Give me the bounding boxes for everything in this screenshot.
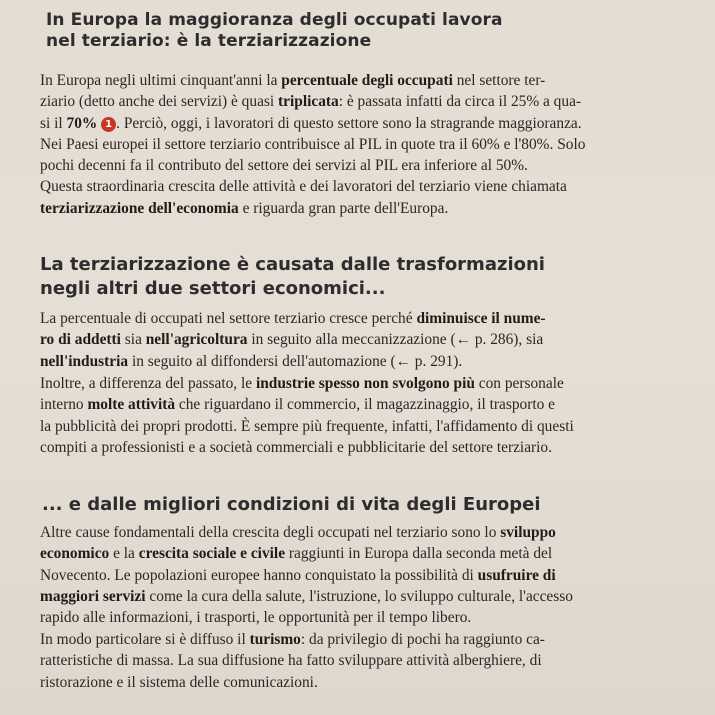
text-line: Questa straordinaria crescita delle attività e dei lavoratori del terziario viene chiamata [40, 178, 567, 196]
section1-paragraph [40, 70, 700, 219]
text-line: ziario (detto anche dei servizi) è quasi triplicata: è passata infatti da circa il 25% a qua- [40, 93, 582, 111]
section3-title [42, 493, 682, 517]
text-line: La percentuale di occupati nel settore terziario cresce perché diminuisce il nume- [40, 310, 546, 327]
text-line: la pubblicità dei propri prodotti. È sempre più frequente, infatti, l'affidamento di questi [40, 417, 574, 435]
text-line: Altre cause fondamentali della crescita degli occupati nel terziario sono lo sviluppo [40, 524, 556, 541]
text-line: compiti a professionisti e a società commerciali e pubblicitarie del settore terziario. [40, 438, 552, 456]
text-line: In Europa negli ultimi cinquant'anni la percentuale degli occupati nel settore ter- [40, 72, 546, 89]
section2-title-line1: La terziarizzazione è causata dalle trasformazioni [40, 254, 545, 275]
section3-paragraph2 [40, 629, 700, 693]
text-line: si il 70% 1 . Perciò, oggi, i lavoratori di questo settore sono la stragrande maggioranza. [40, 114, 582, 132]
text-line: Novecento. Le popolazioni europee hanno conquistato la possibilità di usufruire di [40, 566, 556, 584]
text-line: Inoltre, a differenza del passato, le industrie spesso non svolgono più con personale [40, 375, 564, 392]
text-line: nell'industria in seguito al diffondersi dell'automazione (← p. 291). [40, 352, 463, 370]
text-line: ro di addetti sia nell'agricoltura in seguito alla meccanizzazione (← p. 286), sia [40, 331, 544, 349]
section2-title-line2: negli altri due settori economici... [40, 278, 386, 299]
text-line: economico e la crescita sociale e civile raggiunti in Europa dalla seconda metà del [40, 545, 553, 563]
section2-paragraph1 [40, 308, 700, 372]
section3-paragraph1 [40, 522, 700, 628]
section1-title-line2: nel terziario: è la terziarizzazione [46, 31, 372, 51]
text-line: In modo particolare si è diffuso il turismo: da privilegio di pochi ha raggiunto ca- [40, 631, 545, 648]
section1-title-line1: In Europa la maggioranza degli occupati lavora [46, 10, 503, 30]
text-line: terziarizzazione dell'economia e riguarda gran parte dell'Europa. [40, 199, 449, 217]
text-line: maggiori servizi come la cura della salute, l'istruzione, lo sviluppo culturale, l'accesso [40, 587, 573, 605]
text-line: ristorazione e il sistema delle comunicazioni. [40, 673, 318, 691]
section1-title [46, 10, 646, 52]
section2-title [40, 253, 680, 301]
text-line: rapido alle informazioni, i trasporti, le opportunità per il tempo libero. [40, 609, 472, 627]
text-line: pochi decenni fa il contributo del settore dei servizi al PIL era inferiore al 50%. [40, 157, 528, 175]
section3-title-text: ... e dalle migliori condizioni di vita degli Europei [42, 494, 541, 515]
text-line: Nei Paesi europei il settore terziario contribuisce al PIL in quote tra il 60% e l'80%. Solo [40, 135, 586, 153]
section2-paragraph2 [40, 373, 700, 458]
text-line: interno molte attività che riguardano il commercio, il magazzinaggio, il trasporto e [40, 396, 555, 414]
text-line: ratteristiche di massa. La sua diffusione ha fatto sviluppare attività alberghiere, di [40, 652, 542, 670]
figure-reference-marker: 1 [101, 117, 116, 132]
